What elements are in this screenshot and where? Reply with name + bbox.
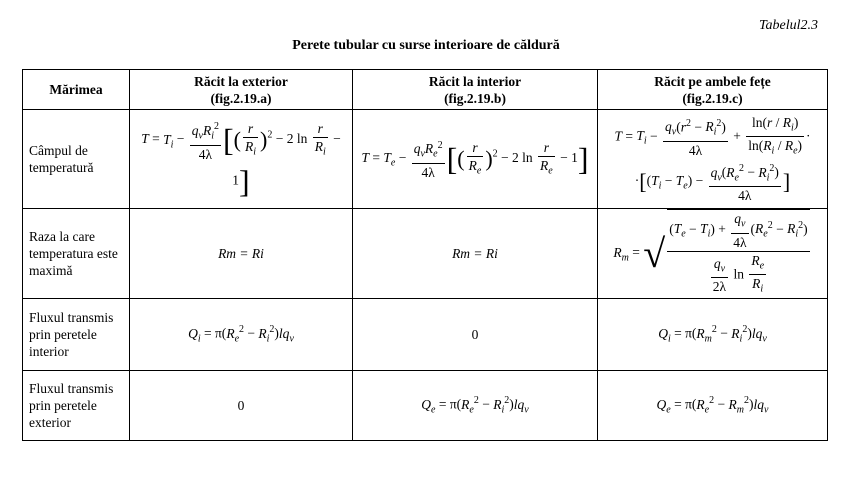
label-flux-interior: Fluxul transmis prin peretele interior	[23, 299, 130, 371]
label-camp-temperatura: Câmpul de temperatură	[23, 110, 130, 209]
data-table	[22, 69, 828, 441]
table-title: Perete tubular cu surse interioare de căldură	[292, 38, 560, 53]
formula-flux-interior-exterior: $Q_i = \pi(R_e^2 - R_i^2)lq_v$	[130, 299, 353, 371]
table-row-camp-temperatura	[23, 110, 828, 209]
label-raza-maxima: Raza la care temperatura este maximă	[23, 209, 130, 299]
formula-raza-ambele: $R_m$ = √ $(T_e - T_i)$ + $\frac{q_v}{4\lambda}$ $(R_e^2 - R_i^2)$ $\frac{q_v}{2\lambda}$ ln $\frac{R_e}{R_i}$	[598, 209, 828, 299]
table-row-raza-maxima	[23, 209, 828, 299]
header-marimea: Mărimea	[23, 70, 130, 110]
header-row	[23, 70, 828, 110]
formula-flux-interior-ambele: $Q_i = \pi(R_m^2 - R_i^2)lq_v$	[598, 299, 828, 371]
table-row-flux-exterior	[23, 371, 828, 441]
header-racit-exterior	[130, 70, 353, 110]
formula-raza-interior: Rm = Ri	[353, 209, 598, 299]
header-racit-ambele	[598, 70, 828, 110]
formula-temp-exterior: $T = T_i$ − $\frac{q_vR_i^2}{4\lambda}$ [( $\frac{r}{R_i}$ )$^2$ − 2 ln $\frac{r}{R_i}$ − 1]	[130, 110, 353, 209]
formula-raza-exterior: Rm = Ri	[130, 209, 353, 299]
header-racit-exterior-fig: (fig.2.19.a)	[210, 90, 272, 106]
table-row-flux-interior	[23, 299, 828, 371]
formula-temp-ambele: $T = T_i$ − $\frac{q_v(r^2 - R_i^2)}{4\lambda}$ + $\frac{\ln(r / R_i)}{\ln(R_i / R_e)}$ · $\cdot[(T_i - T_e)$ − $\frac{q_v(R_e^2 - R_i^2)}{4\lambda}$ ]	[598, 110, 828, 209]
header-racit-interior-fig: (fig.2.19.b)	[444, 90, 506, 106]
formula-flux-exterior-interior: $Q_e = \pi(R_e^2 - R_i^2)lq_v$	[353, 371, 598, 441]
formula-flux-exterior-ambele: $Q_e = \pi(R_e^2 - R_m^2)lq_v$	[598, 371, 828, 441]
formula-temp-interior: $T = T_e$ − $\frac{q_vR_e^2}{4\lambda}$ [( $\frac{r}{R_e}$ )$^2$ − 2 ln $\frac{r}{R_e}$ − 1]	[353, 110, 598, 209]
value-flux-interior-interior: 0	[353, 299, 598, 371]
header-racit-interior	[353, 70, 598, 110]
header-racit-interior-title: Răcit la interior	[428, 73, 522, 89]
header-racit-ambele-fig: (fig.2.19.c)	[682, 90, 743, 106]
header-racit-ambele-title: Răcit pe ambele fețe	[654, 73, 771, 89]
table-number: Tabelul2.3	[759, 18, 818, 33]
header-racit-exterior-title: Răcit la exterior	[194, 73, 288, 89]
value-flux-exterior-exterior: 0	[130, 371, 353, 441]
label-flux-exterior: Fluxul transmis prin peretele exterior	[23, 371, 130, 441]
